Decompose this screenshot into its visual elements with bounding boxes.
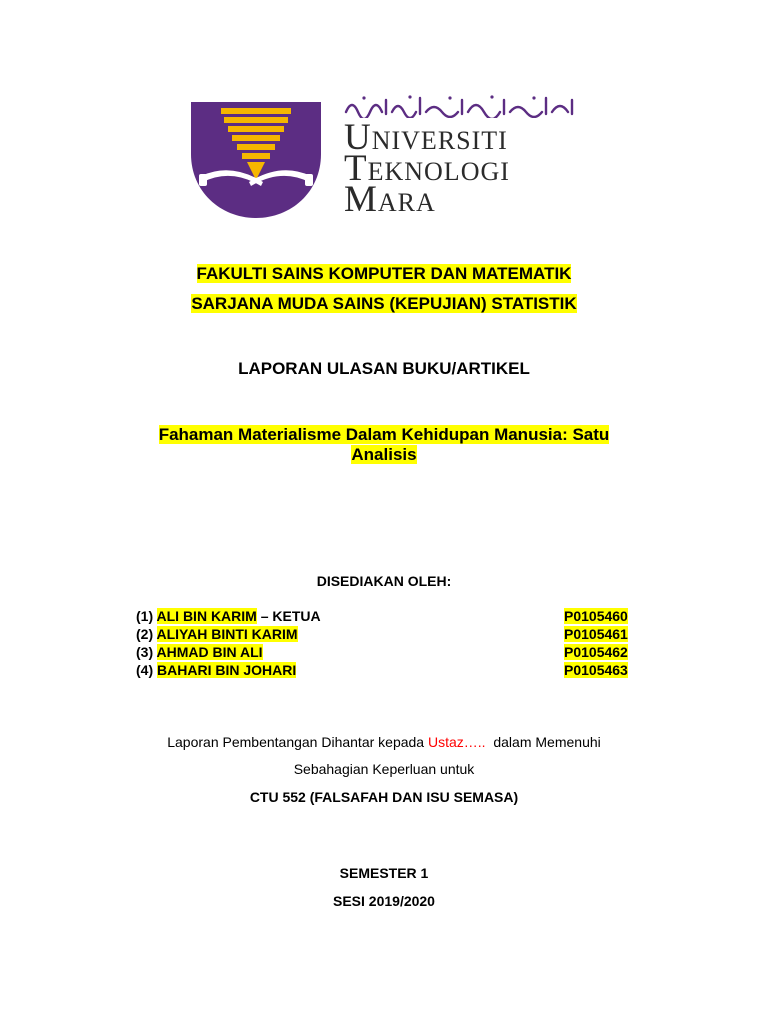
- course-label: CTU 552 (FALSAFAH DAN ISU SEMASA): [249, 789, 519, 805]
- member-id-1: P0105460: [564, 608, 628, 624]
- uitm-crest-logo: [191, 94, 321, 218]
- member-row-4: (4) BAHARI BIN JOHARI: [136, 662, 297, 678]
- submission-line-1: Laporan Pembentangan Dihantar kepada Ustaz….. dalam Memenuhi: [167, 734, 601, 750]
- logo-line-2: Teknologi: [344, 148, 510, 189]
- logo-wordmark: [344, 117, 604, 220]
- member-name: BAHARI BIN JOHARI: [157, 662, 297, 678]
- semester-label: SEMESTER 1: [339, 865, 429, 881]
- member-row-1: (1) ALI BIN KARIM – KETUA: [136, 608, 321, 624]
- member-row-3: (3) AHMAD BIN ALI: [136, 644, 263, 660]
- jawi-script-graphic: [342, 94, 578, 118]
- prepared-by-label: DISEDIAKAN OLEH:: [316, 573, 452, 589]
- logo-line-3: Mara: [344, 179, 436, 220]
- submission-line-2: Sebahagian Keperluan untuk: [293, 761, 475, 777]
- report-type-heading: LAPORAN ULASAN BUKU/ARTIKEL: [238, 359, 530, 378]
- member-name: AHMAD BIN ALI: [156, 644, 263, 660]
- member-id-3: P0105462: [564, 644, 628, 660]
- member-name: ALIYAH BINTI KARIM: [156, 626, 298, 642]
- session-label: SESI 2019/2020: [333, 893, 435, 909]
- faculty-heading: FAKULTI SAINS KOMPUTER DAN MATEMATIK: [196, 264, 572, 283]
- logo-jawi-script: [342, 94, 578, 118]
- report-title: Fahaman Materialisme Dalam Kehidupan Manusia: Satu Analisis: [158, 425, 610, 464]
- member-row-2: (2) ALIYAH BINTI KARIM: [136, 626, 298, 642]
- member-name: ALI BIN KARIM: [156, 608, 257, 624]
- logo-line-1: Universiti: [344, 117, 508, 158]
- member-id-2: P0105461: [564, 626, 628, 642]
- lecturer-name: Ustaz…..: [428, 734, 486, 750]
- program-heading: SARJANA MUDA SAINS (KEPUJIAN) STATISTIK: [191, 294, 577, 313]
- member-id-4: P0105463: [564, 662, 628, 678]
- member-role: – KETUA: [260, 608, 321, 624]
